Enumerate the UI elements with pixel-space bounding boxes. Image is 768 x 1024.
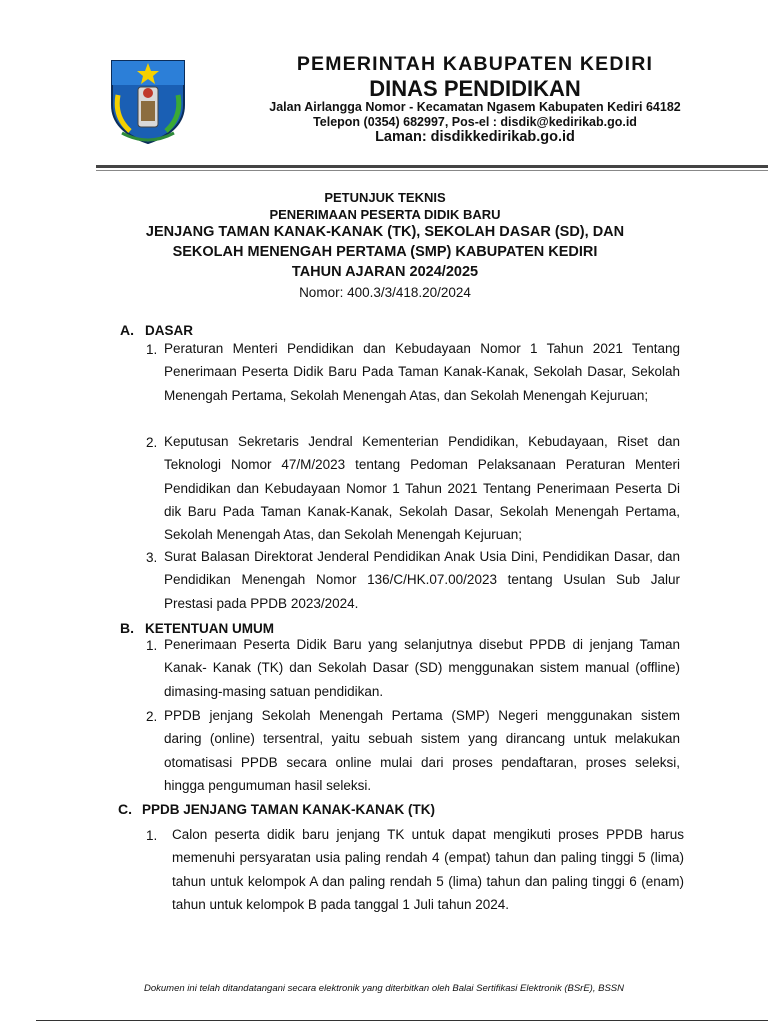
org-name-line2: DINAS PENDIDIKAN [369, 76, 581, 101]
section-title-ketentuan-umum: KETENTUAN UMUM [145, 621, 274, 636]
list-item-text: Calon peserta didik baru jenjang TK untuk dapat mengikuti proses PPDB harus memenuhi persyaratan usia paling rendah 4 (empat) tahun dan paling tinggi 5 (lima) tahun untuk kelompok A dan paling rendah 5 (lima) tahun dan paling tinggi 6 (enam) tahun untuk kelompok B pada tanggal 1 Juli tahun 2024. [172, 827, 684, 912]
letterhead-divider-thick [96, 165, 768, 168]
list-item-text: Penerimaan Peserta Didik Baru yang selanjutnya disebut PPDB di jenjang Taman Kanak- Kanak (TK) dan Sekolah Dasar (SD) menggunakan sistem manual (offline) dimasing-masing satuan pendidikan. [164, 637, 680, 699]
list-item-text: Surat Balasan Direktorat Jenderal Pendidikan Anak Usia Dini, Pendidikan Dasar, dan Pendidikan Menengah Nomor 136/C/HK.07.00/2023 tentang Usulan Sub Jalur Prestasi pada PPDB 2023/2024. [164, 549, 680, 611]
doc-title-line5: TAHUN AJARAN 2024/2025 [291, 264, 479, 280]
section-title-ppdb-tk: PPDB JENJANG TAMAN KANAK-KANAK (TK) [142, 802, 435, 817]
doc-title-line1: PETUNJUK TEKNIS [324, 190, 446, 205]
website-line: Laman: disdikkedirikab.go.id [375, 129, 575, 145]
kediri-regency-emblem-icon [108, 55, 188, 145]
footer-divider [36, 1020, 768, 1021]
list-item-number: 1. [146, 638, 158, 653]
address-line: Jalan Airlangga Nomor - Kecamatan Ngasem Kabupaten Kediri 64182 [269, 100, 681, 114]
list-item-number: 1. [146, 342, 158, 357]
list-item-text: Keputusan Sekretaris Jendral Kementerian Pendidikan, Kebudayaan, Riset dan Teknologi Nomor 47/M/2023 tentang Pedoman Pelaksanaan Peraturan Menteri Pendidikan dan Kebudayaan Nomor 1 Tahun 2021 Tentang Penerimaan Peserta Di dik Baru Pada Taman Kanak-Kanak, Sekolah Dasar, Sekolah Menengah Pertama, Sekolah Menengah Atas, dan Sekolah Menengah Kejuruan; [164, 434, 680, 543]
section-letter: A. [120, 322, 134, 338]
e-signature-note: Dokumen ini telah ditandatangani secara elektronik yang diterbitkan oleh Balai Sertifikasi Elektronik (BSrE), BSSN [144, 983, 624, 994]
letterhead-divider-thin [96, 170, 768, 171]
section-letter: B. [120, 620, 134, 636]
section-title-dasar: DASAR [145, 323, 194, 338]
list-item-text: Peraturan Menteri Pendidikan dan Kebudayaan Nomor 1 Tahun 2021 Tentang Penerimaan Peserta Didik Baru Pada Taman Kanak-Kanak, Sekolah Dasar, Sekolah Menengah Pertama, Sekolah Menengah Atas, dan Sekolah Menengah Kejuruan; [164, 341, 680, 403]
list-item-number: 1. [146, 828, 158, 843]
contact-line: Telepon (0354) 682997, Pos-el : disdik@kedirikab.go.id [313, 115, 637, 129]
doc-number: Nomor: 400.3/3/418.20/2024 [299, 285, 471, 300]
doc-title-line3: JENJANG TAMAN KANAK-KANAK (TK), SEKOLAH DASAR (SD), DAN [145, 224, 625, 240]
org-name-line1: PEMERINTAH KABUPATEN KEDIRI [296, 53, 654, 75]
doc-title-line4: SEKOLAH MENENGAH PERTAMA (SMP) KABUPATEN KEDIRI [172, 244, 598, 260]
list-item-number: 2. [146, 709, 158, 724]
section-letter: C. [118, 801, 132, 817]
list-item-number: 3. [146, 550, 158, 565]
doc-title-line2: PENERIMAAN PESERTA DIDIK BARU [269, 207, 501, 222]
list-item-text: PPDB jenjang Sekolah Menengah Pertama (SMP) Negeri menggunakan sistem daring (online) tersentral, yaitu sebuah sistem yang dirancang untuk melakukan otomatisasi PPDB secara online mulai dari proses pendaftaran, proses seleksi, hingga pengumuman hasil seleksi. [164, 708, 680, 793]
list-item-number: 2. [146, 435, 158, 450]
